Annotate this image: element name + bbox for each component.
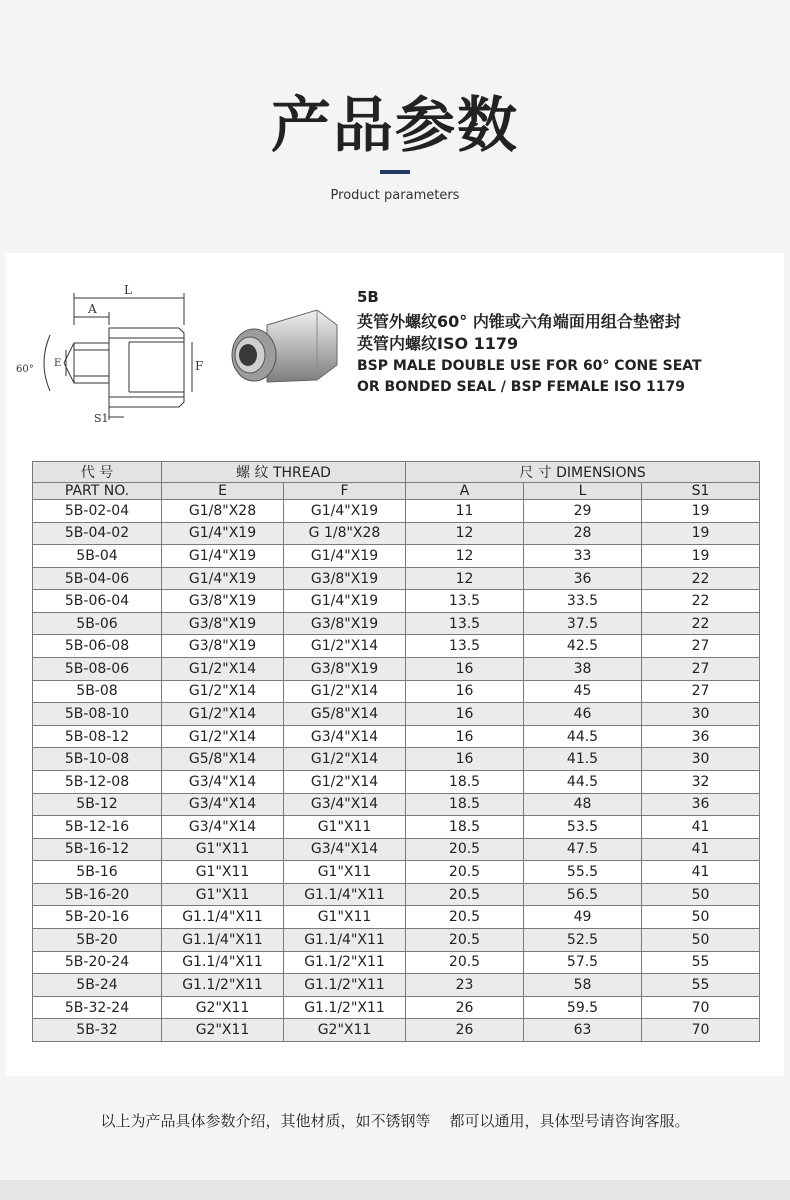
cell-l: 63 [524, 1019, 642, 1042]
dim-label-S1: S1 [94, 412, 109, 425]
cell-e: G1/2"X14 [162, 725, 284, 748]
dim-label-angle: 60° [16, 364, 34, 375]
cell-f: G 1/8"X28 [284, 522, 406, 545]
cell-f: G3/4"X14 [284, 725, 406, 748]
page-title: 产品参数 [271, 91, 519, 161]
cell-f: G5/8"X14 [284, 703, 406, 726]
cell-a: 11 [406, 500, 524, 523]
fitting-technical-drawing [14, 280, 224, 430]
cell-e: G1"X11 [162, 838, 284, 861]
header-s1: S1 [642, 483, 760, 500]
cell-part: 5B-06-04 [33, 590, 162, 613]
cell-e: G1.1/4"X11 [162, 951, 284, 974]
cell-a: 12 [406, 567, 524, 590]
cell-f: G1/2"X14 [284, 770, 406, 793]
cell-e: G2"X11 [162, 996, 284, 1019]
cell-s1: 27 [642, 658, 760, 681]
cell-part: 5B-04-02 [33, 522, 162, 545]
cell-e: G1/2"X14 [162, 658, 284, 681]
header-part-cn: 代 号 [33, 462, 162, 483]
product-desc-cn-2: 英管内螺纹ISO 1179 [357, 334, 519, 353]
cell-part: 5B-04-06 [33, 567, 162, 590]
cell-a: 16 [406, 725, 524, 748]
cell-f: G3/8"X19 [284, 612, 406, 635]
cell-e: G5/8"X14 [162, 748, 284, 771]
cell-f: G1/2"X14 [284, 635, 406, 658]
cell-a: 16 [406, 748, 524, 771]
cell-part: 5B-16 [33, 861, 162, 884]
spec-table [32, 461, 760, 1042]
dim-label-L: L [124, 283, 132, 297]
cell-f: G1/4"X19 [284, 590, 406, 613]
dim-label-F: F [195, 359, 204, 373]
cell-s1: 70 [642, 1019, 760, 1042]
header-f: F [284, 483, 406, 500]
cell-e: G3/8"X19 [162, 635, 284, 658]
cell-l: 56.5 [524, 883, 642, 906]
page-header [0, 0, 790, 252]
cell-e: G1/4"X19 [162, 545, 284, 568]
cell-part: 5B-02-04 [33, 500, 162, 523]
cell-f: G3/4"X14 [284, 793, 406, 816]
cell-e: G1/8"X28 [162, 500, 284, 523]
cell-l: 45 [524, 680, 642, 703]
product-code: 5B [357, 288, 379, 306]
cell-s1: 22 [642, 612, 760, 635]
cell-s1: 30 [642, 703, 760, 726]
cell-part: 5B-10-08 [33, 748, 162, 771]
cell-part: 5B-32-24 [33, 996, 162, 1019]
cell-part: 5B-06 [33, 612, 162, 635]
cell-s1: 19 [642, 522, 760, 545]
cell-f: G1/2"X14 [284, 680, 406, 703]
cell-a: 12 [406, 522, 524, 545]
cell-part: 5B-08 [33, 680, 162, 703]
cell-f: G1.1/4"X11 [284, 883, 406, 906]
cell-a: 16 [406, 703, 524, 726]
cell-part: 5B-08-10 [33, 703, 162, 726]
dim-label-E: E [54, 358, 62, 369]
cell-a: 20.5 [406, 928, 524, 951]
cell-l: 36 [524, 567, 642, 590]
cell-s1: 27 [642, 680, 760, 703]
cell-l: 41.5 [524, 748, 642, 771]
cell-part: 5B-12-16 [33, 816, 162, 839]
spec-table-body [33, 500, 760, 1042]
header-part-no: PART NO. [33, 483, 162, 500]
table-row [33, 861, 760, 884]
cell-f: G2"X11 [284, 1019, 406, 1042]
table-row [33, 770, 760, 793]
cell-f: G1/4"X19 [284, 500, 406, 523]
cell-part: 5B-04 [33, 545, 162, 568]
table-row [33, 590, 760, 613]
dim-label-A: A [88, 302, 97, 316]
header-a: A [406, 483, 524, 500]
table-row [33, 974, 760, 997]
cell-s1: 50 [642, 883, 760, 906]
cell-part: 5B-12 [33, 793, 162, 816]
cell-a: 20.5 [406, 838, 524, 861]
cell-e: G1"X11 [162, 883, 284, 906]
title-underline [380, 170, 410, 174]
table-row [33, 906, 760, 929]
cell-f: G1/4"X19 [284, 545, 406, 568]
product-desc-en-2: OR BONDED SEAL / BSP FEMALE ISO 1179 [357, 379, 685, 395]
cell-e: G1/4"X19 [162, 567, 284, 590]
cell-part: 5B-06-08 [33, 635, 162, 658]
table-row [33, 635, 760, 658]
cell-f: G1"X11 [284, 906, 406, 929]
cell-f: G3/8"X19 [284, 658, 406, 681]
cell-s1: 27 [642, 635, 760, 658]
cell-a: 18.5 [406, 793, 524, 816]
cell-a: 26 [406, 1019, 524, 1042]
cell-l: 55.5 [524, 861, 642, 884]
cell-a: 12 [406, 545, 524, 568]
cell-part: 5B-16-20 [33, 883, 162, 906]
cell-part: 5B-16-12 [33, 838, 162, 861]
cell-s1: 41 [642, 816, 760, 839]
cell-part: 5B-20-16 [33, 906, 162, 929]
cell-e: G2"X11 [162, 1019, 284, 1042]
cell-l: 52.5 [524, 928, 642, 951]
cell-l: 47.5 [524, 838, 642, 861]
cell-e: G3/8"X19 [162, 590, 284, 613]
cell-f: G1"X11 [284, 861, 406, 884]
cell-l: 59.5 [524, 996, 642, 1019]
cell-l: 29 [524, 500, 642, 523]
cell-e: G1.1/4"X11 [162, 906, 284, 929]
cell-s1: 32 [642, 770, 760, 793]
cell-part: 5B-08-06 [33, 658, 162, 681]
cell-l: 44.5 [524, 770, 642, 793]
product-desc-en-1: BSP MALE DOUBLE USE FOR 60° CONE SEAT [357, 358, 702, 374]
cell-a: 18.5 [406, 816, 524, 839]
cell-s1: 55 [642, 974, 760, 997]
table-row [33, 951, 760, 974]
cell-l: 33.5 [524, 590, 642, 613]
cell-part: 5B-20-24 [33, 951, 162, 974]
cell-a: 20.5 [406, 951, 524, 974]
bottom-band [0, 1180, 790, 1200]
cell-e: G1/4"X19 [162, 522, 284, 545]
table-row [33, 996, 760, 1019]
cell-f: G1.1/2"X11 [284, 974, 406, 997]
table-row [33, 680, 760, 703]
cell-a: 13.5 [406, 590, 524, 613]
cell-a: 20.5 [406, 861, 524, 884]
table-row [33, 703, 760, 726]
cell-s1: 36 [642, 725, 760, 748]
cell-f: G1"X11 [284, 816, 406, 839]
cell-e: G1"X11 [162, 861, 284, 884]
cell-a: 13.5 [406, 612, 524, 635]
table-row [33, 658, 760, 681]
cell-l: 53.5 [524, 816, 642, 839]
table-row [33, 838, 760, 861]
cell-f: G1/2"X14 [284, 748, 406, 771]
cell-s1: 50 [642, 906, 760, 929]
cell-e: G3/8"X19 [162, 612, 284, 635]
header-l: L [524, 483, 642, 500]
cell-s1: 55 [642, 951, 760, 974]
table-row [33, 567, 760, 590]
table-row [33, 883, 760, 906]
cell-part: 5B-08-12 [33, 725, 162, 748]
cell-s1: 30 [642, 748, 760, 771]
cell-l: 44.5 [524, 725, 642, 748]
table-row [33, 725, 760, 748]
header-e: E [162, 483, 284, 500]
cell-e: G3/4"X14 [162, 793, 284, 816]
cell-s1: 19 [642, 545, 760, 568]
cell-l: 28 [524, 522, 642, 545]
cell-a: 13.5 [406, 635, 524, 658]
cell-part: 5B-12-08 [33, 770, 162, 793]
table-row [33, 928, 760, 951]
cell-e: G3/4"X14 [162, 770, 284, 793]
cell-l: 46 [524, 703, 642, 726]
cell-s1: 70 [642, 996, 760, 1019]
cell-part: 5B-20 [33, 928, 162, 951]
cell-e: G1/2"X14 [162, 680, 284, 703]
table-row [33, 816, 760, 839]
cell-a: 20.5 [406, 906, 524, 929]
cell-l: 42.5 [524, 635, 642, 658]
cell-l: 38 [524, 658, 642, 681]
cell-f: G1.1/2"X11 [284, 951, 406, 974]
cell-f: G1.1/4"X11 [284, 928, 406, 951]
cell-s1: 50 [642, 928, 760, 951]
cell-l: 57.5 [524, 951, 642, 974]
table-row [33, 1019, 760, 1042]
table-row [33, 748, 760, 771]
table-row [33, 522, 760, 545]
table-row [33, 793, 760, 816]
table-row [33, 545, 760, 568]
cell-l: 49 [524, 906, 642, 929]
footer-note: 以上为产品具体参数介绍，其他材质，如不锈钢等 都可以通用，具体型号请咨询客服。 [100, 1112, 690, 1130]
page-subtitle: Product parameters [330, 188, 460, 203]
cell-s1: 36 [642, 793, 760, 816]
product-description [357, 288, 777, 398]
cell-a: 16 [406, 658, 524, 681]
header-thread: 螺 纹 THREAD [162, 462, 406, 483]
cell-s1: 22 [642, 567, 760, 590]
fitting-photo [222, 300, 342, 395]
cell-a: 18.5 [406, 770, 524, 793]
cell-e: G3/4"X14 [162, 816, 284, 839]
cell-l: 48 [524, 793, 642, 816]
cell-l: 33 [524, 545, 642, 568]
product-desc-cn-1: 英管外螺纹60° 内锥或六角端面用组合垫密封 [357, 312, 681, 331]
cell-s1: 41 [642, 838, 760, 861]
cell-a: 26 [406, 996, 524, 1019]
cell-l: 58 [524, 974, 642, 997]
cell-part: 5B-32 [33, 1019, 162, 1042]
cell-e: G1.1/2"X11 [162, 974, 284, 997]
cell-a: 16 [406, 680, 524, 703]
cell-s1: 41 [642, 861, 760, 884]
cell-a: 20.5 [406, 883, 524, 906]
table-row [33, 500, 760, 523]
cell-f: G3/8"X19 [284, 567, 406, 590]
cell-e: G1.1/4"X11 [162, 928, 284, 951]
cell-e: G1/2"X14 [162, 703, 284, 726]
cell-l: 37.5 [524, 612, 642, 635]
header-dimensions: 尺 寸 DIMENSIONS [406, 462, 760, 483]
cell-part: 5B-24 [33, 974, 162, 997]
cell-f: G3/4"X14 [284, 838, 406, 861]
cell-s1: 19 [642, 500, 760, 523]
cell-a: 23 [406, 974, 524, 997]
cell-f: G1.1/2"X11 [284, 996, 406, 1019]
cell-s1: 22 [642, 590, 760, 613]
table-row [33, 612, 760, 635]
